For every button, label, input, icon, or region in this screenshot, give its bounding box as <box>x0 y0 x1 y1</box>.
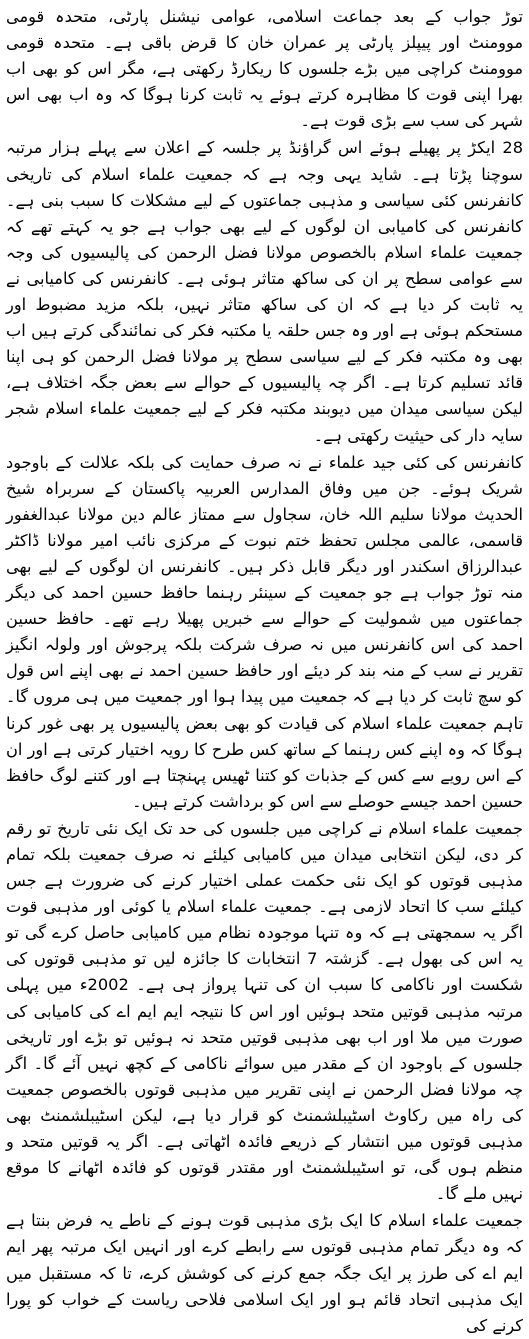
paragraph-5: جمعیت علماء اسلام کا ایک بڑی مذہبی قوت ہونے کے ناطے یہ فرض بنتا ہے کہ وہ دیگر تمام مذہبی قوتوں سے رابطے کرے اور انہیں ایک مرتبہ پھر ایم ایم اے کی طرز پر ایک جگہ جمع کرنے کی کوشش کرے، تا کہ مستقبل میں ایک مذہبی اتحاد قائم ہو اور ایک اسلامی فلاحی ریاست کے خواب کو پورا کرنے کی <box>6 1211 523 1335</box>
paragraph-4: جمعیت علماء اسلام نے کراچی میں جلسوں کی حد تک ایک نئی تاریخ تو رقم کر دی، لیکن انتخابی میدان میں کامیابی کیلئے نہ صرف جمعیت بلکہ تمام مذہبی قوتوں کو ایک نئی حکمت عملی اختیار کرنے کی ضرورت ہے جس کیلئے سب کا اتحاد لازمی ہے۔ جمعیت علماء اسلام یا کوئی اور مذہبی قوت اگر یہ سمجھتی ہے کہ وہ تنہا موجودہ نظام میں کامیابی حاصل کرے گی تو یہ اس کی بھول ہے۔ گزشتہ 7 انتخابات کا جائزہ لیں تو مذہبی قوتوں کی شکست اور ناکامی کا سبب ان کی تنہا پرواز ہی ہے۔ 2002ء میں پہلی مرتبہ مذہبی قوتیں متحد ہوئیں اور اس کا نتیجہ ایم ایم اے کی کامیابی کی صورت میں ملا اور اب بھی مذہبی قوتیں متحد نہ ہوئیں تو بڑے اور تاریخی جلسوں کے باوجود ان کے مقدر میں سوائے ناکامی کے کچھ نہیں آئے گا۔ اگر چہ مولانا فضل الرحمن نے اپنی تقریر میں مذہبی قوتوں بالخصوص جمعیت کی راہ میں رکاوٹ اسٹیبلشمنٹ کو قرار دیا ہے، لیکن اسٹیبلشمنٹ بھی مذہبی قوتوں میں انتشار کے ذریعے فائدہ اٹھاتی ہے۔ اگر یہ قوتیں متحد و منظم ہوں گی، تو اسٹیبلشمنٹ اور مقتدر قوتوں کو فائدہ اٹھانے کا موقع نہیں ملے گا۔ <box>6 818 523 1204</box>
paragraph-3: کانفرنس کی کئی جید علماء نے نہ صرف حمایت کی بلکہ علالت کے باوجود شریک ہوئے۔ جن میں وفاق المدارس العربیہ پاکستان کے سربراہ شیخ الحدیث مولانا سلیم اللہ خان، سجاول سے ممتاز عالم دین مولانا عبدالغفور قاسمی، عالمی مجلس تحفظ ختم نبوت کے مرکزی نائب امیر مولانا ڈاکٹر عبدالرزاق اسکندر اور دیگر قابل ذکر ہیں۔ کانفرنس ان لوگوں کے لیے بھی منہ توڑ جواب ہے جو جمعیت کے سینئر رہنما حافظ حسین احمد کی دیگر جماعتوں میں شمولیت کے حوالے سے خبریں پھیلا رہے تھے۔ حافظ حسین احمد کی اس کانفرنس میں نہ صرف شرکت بلکہ پرجوش اور ولولہ انگیز تقریر نے سب کے منہ بند کر دیئے اور حافظ حسین احمد نے بھی اپنے اس قول کو سچ ثابت کر دیا ہے کہ جمعیت میں پیدا ہوا اور جمعیت میں ہی مروں گا۔ تاہم جمعیت علماء اسلام کی قیادت کو بھی بعض پالیسیوں پر بھی غور کرنا ہوگا کہ وہ اپنے کس رہنما کے ساتھ کس طرح کا رویہ اختیار کرتی ہے اور ان کے اس رویے سے کس کے جذبات کو کتنا ٹھیس پہنچتا ہے اور کتنے لوگ حافظ حسین احمد جیسے حوصلے سے اس کو برداشت کرتے ہیں۔ <box>6 452 523 811</box>
paragraph-2: 28 ایکڑ پر پھیلے ہوئے اس گراؤنڈ پر جلسہ کے اعلان سے پہلے ہزار مرتبہ سوچنا پڑتا ہے۔ شاید یہی وجہ ہے کہ جمعیت علماء اسلام کی تاریخی کانفرنس کئی سیاسی و مذہبی جماعتوں کے لیے مشکلات کا سبب بنی ہے۔ کانفرنس کی کامیابی ان لوگوں کے لیے بھی جواب ہے جو یہ کہتے تھے کہ جمعیت علماء اسلام بالخصوص مولانا فضل الرحمن کی پالیسیوں کی وجہ سے عوامی سطح پر ان کی ساکھ متاثر ہوئی ہے۔ کانفرنس کی کامیابی نے یہ ثابت کر دیا ہے کہ ان کی ساکھ متاثر نہیں، بلکہ مزید مضبوط اور مستحکم ہوئی ہے اور وہ جس حلقہ یا مکتبہ فکر کی نمائندگی کرتے ہیں اب بھی وہ مکتبہ فکر کے لیے سیاسی سطح پر مولانا فضل الرحمن کو ہی اپنا قائد تسلیم کرتا ہے۔ اگر چہ پالیسیوں کے حوالے سے بعض جگہ اختلاف ہے، لیکن سیاسی میدان میں دیوبند مکتبہ فکر کے لیے جمعیت علماء اسلام شجر سایہ دار کی حیثیت رکھتی ہے۔ <box>6 138 523 445</box>
paragraph-1: توڑ جواب کے بعد جماعت اسلامی، عوامی نیشنل پارٹی، متحدہ قومی موومنٹ اور پیپلز پارٹی پر عمران خان کا قرض باقی ہے۔ متحدہ قومی موومنٹ کراچی میں بڑے جلسوں کا ریکارڈ رکھتی ہے، مگر اس کو بھی اب بھرا اپنی قوت کا مظاہرہ کرتے ہوئے یہ ثابت کرنا ہوگا کہ وہ اب بھی اس شہر کی سب سے بڑی قوت ہے۔ <box>6 7 523 131</box>
article-body <box>6 4 523 1335</box>
